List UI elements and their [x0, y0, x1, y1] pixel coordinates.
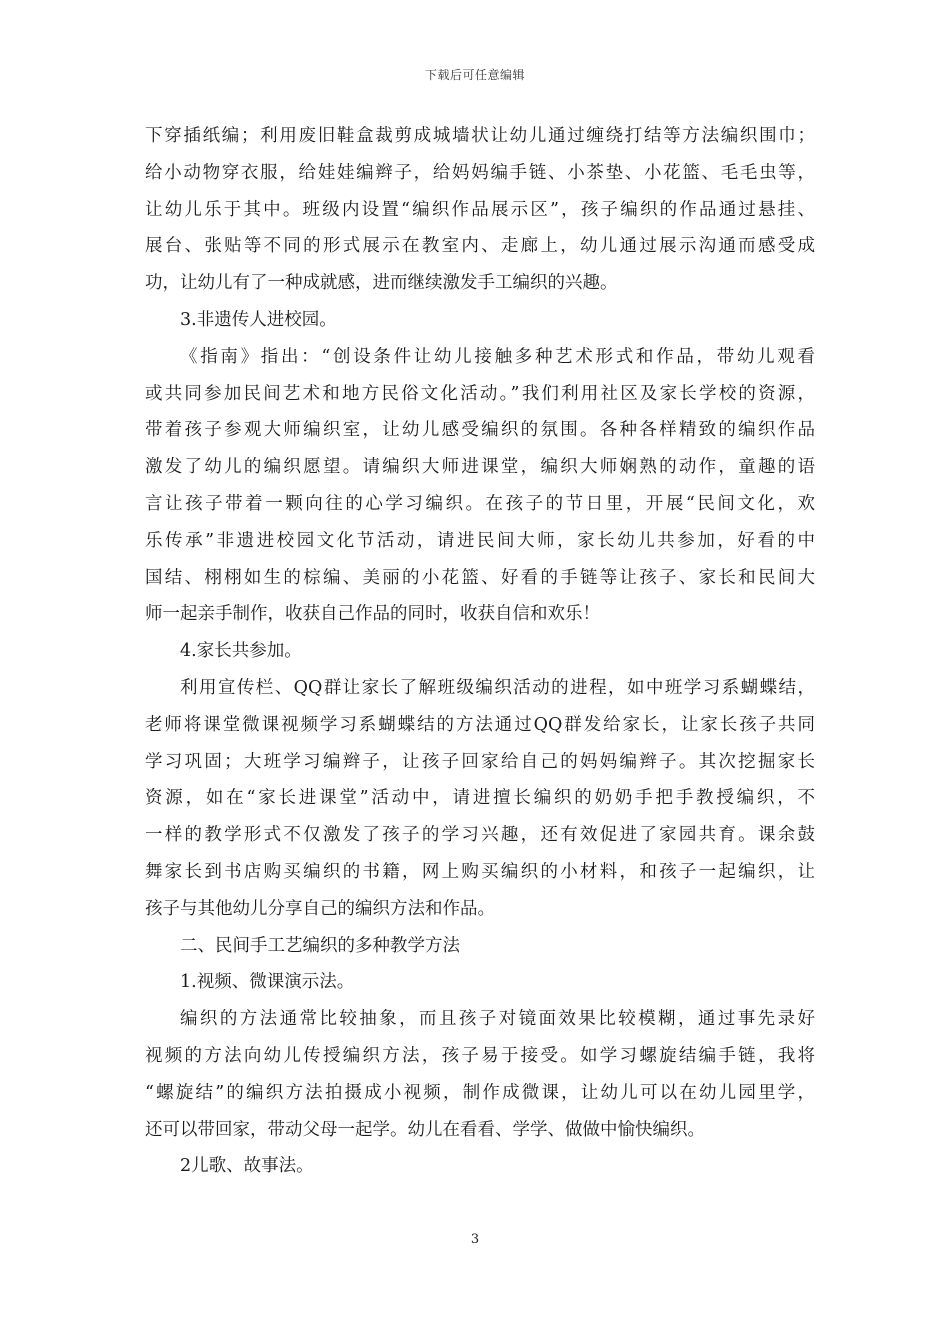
- text-line: 二、民间手工艺编织的多种教学方法: [180, 935, 460, 956]
- text-line: 国结、栩栩如生的棕编、美丽的小花篮、好看的手链等让孩子、家长和民间大: [145, 567, 815, 588]
- text-line: 下穿插纸编；利用废旧鞋盒裁剪成城墙状让幼儿通过缠绕打结等方法编织围巾；: [145, 126, 815, 146]
- text-line: 3.非遗传人进校园。: [180, 309, 337, 330]
- paragraph: [145, 928, 815, 965]
- paragraph: [145, 118, 815, 302]
- text-line: 《指南》指出：“创设条件让幼儿接触多种艺术形式和作品，带幼儿观看: [180, 346, 815, 367]
- text-line: 老师将课堂微课视频学习系蝴蝶结的方法通过QQ群发给家长，让家长孩子共同: [145, 714, 815, 735]
- paragraph: [145, 1148, 815, 1185]
- text-line: 言让孩子带着一颗向往的心学习编织。在孩子的节日里，开展“民间文化，欢: [145, 493, 815, 514]
- paragraph: [145, 670, 815, 928]
- paragraph: [145, 964, 815, 1001]
- page-number: 3: [470, 1232, 480, 1247]
- text-line: 资源，如在“家长进课堂”活动中，请进擅长编织的奶奶手把手教授编织，不: [145, 788, 815, 809]
- text-line: 乐传承”非遗进校园文化节活动，请进民间大师，家长幼儿共参加，好看的中: [145, 530, 815, 551]
- text-line: “螺旋结”的编织方法拍摄成小视频，制作成微课，让幼儿可以在幼儿园里学，: [145, 1082, 815, 1103]
- text-line: 视频的方法向幼儿传授编织方法，孩子易于接受。如学习螺旋结编手链，我将: [145, 1045, 815, 1066]
- paragraph: [145, 1001, 815, 1148]
- text-line: 2儿歌、故事法。: [180, 1156, 314, 1177]
- text-line: 编织的方法通常比较抽象，而且孩子对镜面效果比较模糊，通过事先录好: [180, 1009, 815, 1030]
- text-line: 功，让幼儿有了一种成就感，进而继续激发手工编织的兴趣。: [145, 273, 618, 294]
- text-line: 4.家长共参加。: [180, 641, 302, 662]
- text-line: 一样的教学形式不仅激发了孩子的学习兴趣，还有效促进了家园共育。课余鼓: [145, 825, 815, 846]
- text-line: 激发了幼儿的编织愿望。请编织大师进课堂，编织大师娴熟的动作，童趣的语: [145, 457, 815, 478]
- paragraph: [145, 633, 815, 670]
- text-line: 还可以带回家，带动父母一起学。幼儿在看看、学学、做做中愉快编织。: [145, 1119, 705, 1140]
- paragraph: [145, 339, 815, 633]
- text-line: 带着孩子参观大师编织室，让幼儿感受编织的氛围。各种各样精致的编织作品: [145, 420, 815, 441]
- document-body: [145, 118, 815, 1185]
- text-line: 学习巩固；大班学习编辫子，让孩子回家给自己的妈妈编辫子。其次挖掘家长: [145, 751, 815, 772]
- text-line: 1.视频、微课演示法。: [180, 972, 355, 993]
- text-line: 舞家长到书店购买编织的书籍，网上购买编织的小材料，和孩子一起编织，让: [145, 861, 815, 882]
- text-line: 师一起亲手制作，收获自己作品的同时，收获自信和欢乐！: [145, 604, 600, 625]
- page-header: 下载后可任意编辑: [424, 68, 525, 82]
- paragraph: [145, 302, 815, 339]
- text-line: 展台、张贴等不同的形式展示在教室内、走廊上，幼儿通过展示沟通而感受成: [145, 236, 815, 257]
- text-line: 让幼儿乐于其中。班级内设置“编织作品展示区”，孩子编织的作品通过悬挂、: [145, 199, 815, 220]
- text-line: 给小动物穿衣服，给娃娃编辫子，给妈妈编手链、小茶垫、小花篮、毛毛虫等，: [145, 162, 815, 183]
- text-line: 孩子与其他幼儿分享自己的编织方法和作品。: [145, 898, 495, 919]
- text-line: 或共同参加民间艺术和地方民俗文化活动。”我们利用社区及家长学校的资源，: [145, 383, 815, 404]
- text-line: 利用宣传栏、QQ群让家长了解班级编织活动的进程，如中班学习系蝴蝶结，: [180, 677, 815, 698]
